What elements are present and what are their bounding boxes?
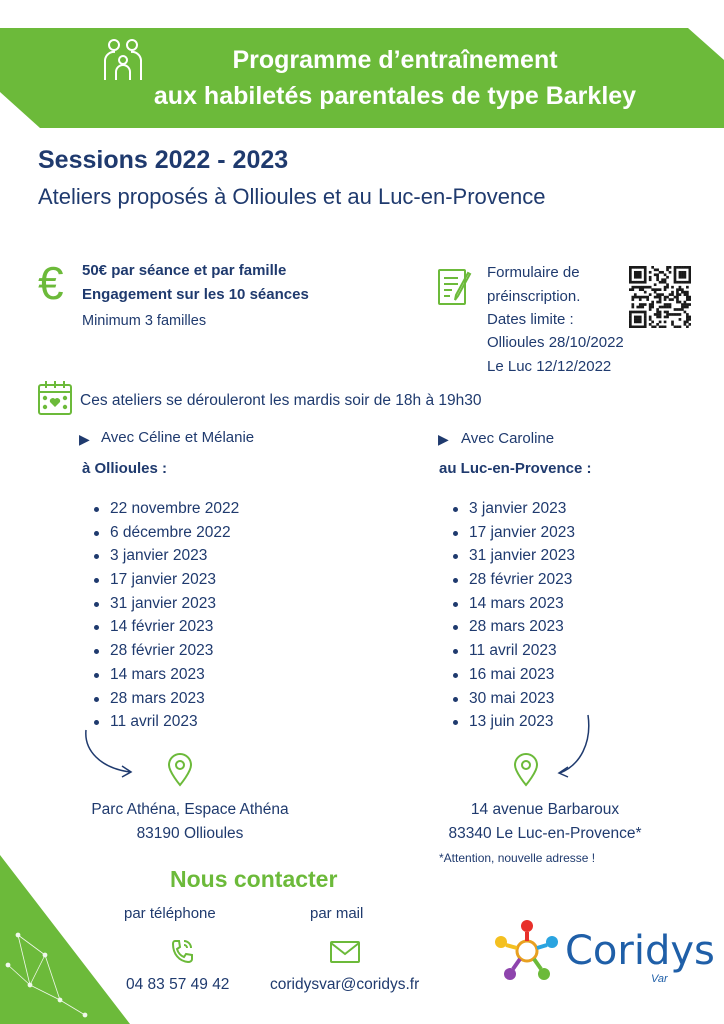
sessions-title: Sessions 2022 - 2023 <box>38 146 289 174</box>
ollioules-animators: Avec Céline et Mélanie <box>101 429 255 446</box>
corner-decoration <box>0 855 130 1024</box>
minimum-families-line: Minimum 3 familles <box>82 313 207 329</box>
banner-title-line2: aux habiletés parentales de type Barkley <box>153 82 637 110</box>
list-item: 28 février 2023 <box>90 639 239 663</box>
location-pin-icon <box>513 753 539 787</box>
list-item: 3 janvier 2023 <box>90 544 239 568</box>
coridys-logo-icon <box>492 918 562 984</box>
mail-label: par mail <box>310 905 364 922</box>
list-item: 11 avril 2023 <box>449 639 575 663</box>
mail-icon <box>329 940 361 964</box>
coridys-logo-subtitle: Var <box>651 973 668 985</box>
registration-line-4: Ollioules 28/10/2022 <box>487 334 624 351</box>
list-item: 30 mai 2023 <box>449 687 575 711</box>
ollioules-dates-list <box>90 497 239 734</box>
registration-line-2: préinscription. <box>487 288 581 305</box>
list-item: 31 janvier 2023 <box>449 544 575 568</box>
contact-title: Nous contacter <box>170 866 338 892</box>
schedule-text: Ces ateliers se dérouleront les mardis soir de 18h à 19h30 <box>80 392 482 409</box>
list-item: 11 avril 2023 <box>90 710 239 734</box>
list-item: 14 février 2023 <box>90 615 239 639</box>
luc-animators: Avec Caroline <box>461 430 555 447</box>
luc-address-line2: 83340 Le Luc-en-Provence* <box>448 825 642 842</box>
coridys-logo-text: Coridys <box>565 928 715 974</box>
list-item: 14 mars 2023 <box>449 592 575 616</box>
chevron-right-icon: ▶ <box>79 431 90 447</box>
list-item: 22 novembre 2022 <box>90 497 239 521</box>
phone-icon <box>170 938 194 964</box>
ollioules-address-line1: Parc Athéna, Espace Athéna <box>91 801 289 818</box>
list-item: 31 janvier 2023 <box>90 592 239 616</box>
banner-title-line1: Programme d’entraînement <box>232 46 558 74</box>
list-item: 28 mars 2023 <box>90 687 239 711</box>
list-item: 13 juin 2023 <box>449 710 575 734</box>
sessions-subtitle: Ateliers proposés à Ollioules et au Luc-en-Provence <box>38 184 546 209</box>
curved-arrow-icon <box>550 713 600 778</box>
chevron-right-icon: ▶ <box>438 431 449 447</box>
list-item: 28 février 2023 <box>449 568 575 592</box>
commitment-line: Engagement sur les 10 séances <box>82 286 309 303</box>
ollioules-place: à Ollioules : <box>82 460 168 477</box>
registration-line-1: Formulaire de <box>487 264 580 281</box>
calendar-icon <box>36 379 74 417</box>
registration-line-3: Dates limite : <box>487 311 574 328</box>
luc-place: au Luc-en-Provence : <box>439 460 592 477</box>
list-item: 3 janvier 2023 <box>449 497 575 521</box>
price-line: 50€ par séance et par famille <box>82 262 287 279</box>
list-item: 16 mai 2023 <box>449 663 575 687</box>
location-pin-icon <box>167 753 193 787</box>
qr-code[interactable] <box>629 266 691 328</box>
list-item: 28 mars 2023 <box>449 615 575 639</box>
luc-address-line1: 14 avenue Barbaroux <box>470 801 620 818</box>
list-item: 6 décembre 2022 <box>90 521 239 545</box>
phone-number[interactable]: 04 83 57 49 42 <box>126 976 230 993</box>
list-item: 17 janvier 2023 <box>90 568 239 592</box>
curved-arrow-icon <box>80 728 140 778</box>
euro-icon: € <box>38 257 64 309</box>
registration-line-5: Le Luc 12/12/2022 <box>487 358 612 375</box>
ollioules-address-line2: 83190 Ollioules <box>136 825 244 842</box>
list-item: 14 mars 2023 <box>90 663 239 687</box>
form-icon <box>436 266 476 308</box>
luc-dates-list <box>449 497 575 734</box>
email-link[interactable]: coridysvar@coridys.fr <box>270 976 420 993</box>
list-item: 17 janvier 2023 <box>449 521 575 545</box>
address-note: *Attention, nouvelle adresse ! <box>439 851 596 865</box>
phone-label: par téléphone <box>124 905 216 922</box>
